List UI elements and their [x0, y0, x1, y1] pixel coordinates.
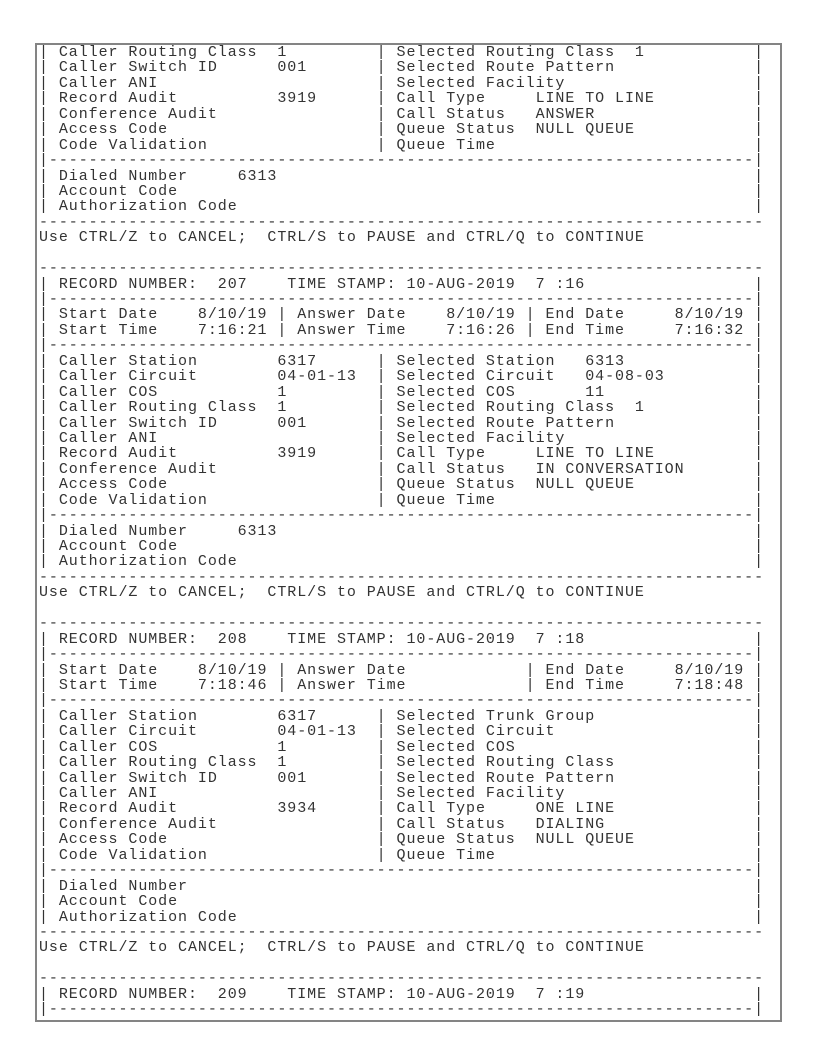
separator-line: |-----------------------------------------------------------------------| [39, 337, 764, 355]
record-header-line: | RECORD NUMBER: 209 TIME STAMP: 10-AUG-2019 7 :19 | [39, 985, 764, 1003]
detail-line: | Access Code | Queue Status NULL QUEUE | [39, 831, 764, 849]
detail-line: | Caller Station 6317 | Selected Station 6313 | [39, 352, 764, 370]
terminal-output [39, 45, 764, 1018]
code-line: | Dialed Number | [39, 877, 764, 895]
detail-line: | Conference Audit | Call Status DIALING | [39, 815, 764, 833]
separator-line: |-----------------------------------------------------------------------| [39, 152, 764, 170]
separator-line: |-----------------------------------------------------------------------| [39, 862, 764, 880]
code-line: | Dialed Number 6313 | [39, 522, 764, 540]
detail-line: | Record Audit 3919 | Call Type LINE TO LINE | [39, 445, 764, 463]
detail-line: | Caller ANI | Selected Facility | [39, 74, 764, 92]
separator-line: ------------------------------------------------------------------------- [39, 923, 764, 941]
date-time-line: | Start Date 8/10/19 | Answer Date 8/10/19 | End Date 8/10/19 | [39, 306, 764, 324]
code-line: | Account Code | [39, 893, 764, 911]
detail-line: | Record Audit 3919 | Call Type LINE TO LINE | [39, 90, 764, 108]
detail-line: | Caller COS 1 | Selected COS 11 | [39, 383, 764, 401]
detail-line: | Caller Circuit 04-01-13 | Selected Circuit | [39, 723, 764, 741]
code-line: | Authorization Code | [39, 198, 764, 216]
record-header-line: | RECORD NUMBER: 207 TIME STAMP: 10-AUG-2019 7 :16 | [39, 275, 764, 293]
separator-line: ------------------------------------------------------------------------- [39, 260, 764, 278]
separator-line: |-----------------------------------------------------------------------| [39, 692, 764, 710]
detail-line: | Access Code | Queue Status NULL QUEUE | [39, 476, 764, 494]
prompt-line: Use CTRL/Z to CANCEL; CTRL/S to PAUSE and CTRL/Q to CONTINUE [39, 584, 645, 602]
detail-line: | Access Code | Queue Status NULL QUEUE | [39, 121, 764, 139]
separator-line: |-----------------------------------------------------------------------| [39, 291, 764, 308]
record-header-line: | RECORD NUMBER: 208 TIME STAMP: 10-AUG-2019 7 :18 | [39, 630, 764, 648]
separator-line: |-----------------------------------------------------------------------| [39, 646, 764, 664]
detail-line: | Caller Routing Class 1 | Selected Routing Class 1 | [39, 399, 764, 417]
detail-line: | Caller ANI | Selected Facility | [39, 785, 764, 802]
detail-line: | Caller Switch ID 001 | Selected Route Pattern | [39, 59, 764, 77]
separator-line: |-----------------------------------------------------------------------| [39, 1001, 764, 1019]
blank-line [39, 246, 764, 261]
separator-line: ------------------------------------------------------------------------- [39, 615, 764, 633]
date-time-line: | Start Time 7:18:46 | Answer Time | End Time 7:18:48 | [39, 676, 764, 694]
code-line: | Dialed Number 6313 | [39, 167, 764, 185]
detail-line: | Record Audit 3934 | Call Type ONE LINE | [39, 800, 764, 818]
detail-line: | Caller Circuit 04-01-13 | Selected Circuit 04-08-03 | [39, 368, 764, 386]
detail-line: | Caller Station 6317 | Selected Trunk Group | [39, 707, 764, 725]
code-line: | Authorization Code | [39, 553, 764, 571]
detail-line: | Caller ANI | Selected Facility | [39, 429, 764, 447]
blank-line [39, 601, 764, 616]
blank-line [39, 956, 764, 971]
prompt-line: Use CTRL/Z to CANCEL; CTRL/S to PAUSE and CTRL/Q to CONTINUE [39, 939, 645, 957]
separator-line: |-----------------------------------------------------------------------| [39, 507, 764, 525]
detail-line: | Caller Routing Class 1 | Selected Routing Class | [39, 754, 764, 772]
detail-line: | Caller Routing Class 1 | Selected Routing Class 1 | [39, 44, 764, 61]
code-line: | Authorization Code | [39, 908, 764, 926]
detail-line: | Code Validation | Queue Time | [39, 846, 764, 864]
detail-line: | Caller Switch ID 001 | Selected Route Pattern | [39, 414, 764, 432]
detail-line: | Conference Audit | Call Status IN CONVERSATION | [39, 460, 764, 478]
code-line: | Account Code | [39, 182, 764, 200]
detail-line: | Code Validation | Queue Time | [39, 136, 764, 154]
code-line: | Account Code | [39, 538, 764, 555]
detail-line: | Caller COS 1 | Selected COS | [39, 738, 764, 756]
detail-line: | Code Validation | Queue Time | [39, 491, 764, 509]
detail-line: | Conference Audit | Call Status ANSWER | [39, 105, 764, 123]
date-time-line: | Start Date 8/10/19 | Answer Date | End Date 8/10/19 | [39, 661, 764, 679]
date-time-line: | Start Time 7:16:21 | Answer Time 7:16:26 | End Time 7:16:32 | [39, 321, 764, 339]
separator-line: ------------------------------------------------------------------------- [39, 970, 764, 988]
separator-line: ------------------------------------------------------------------------- [39, 213, 764, 231]
prompt-line: Use CTRL/Z to CANCEL; CTRL/S to PAUSE and CTRL/Q to CONTINUE [39, 229, 645, 247]
separator-line: ------------------------------------------------------------------------- [39, 568, 764, 586]
detail-line: | Caller Switch ID 001 | Selected Route Pattern | [39, 769, 764, 787]
